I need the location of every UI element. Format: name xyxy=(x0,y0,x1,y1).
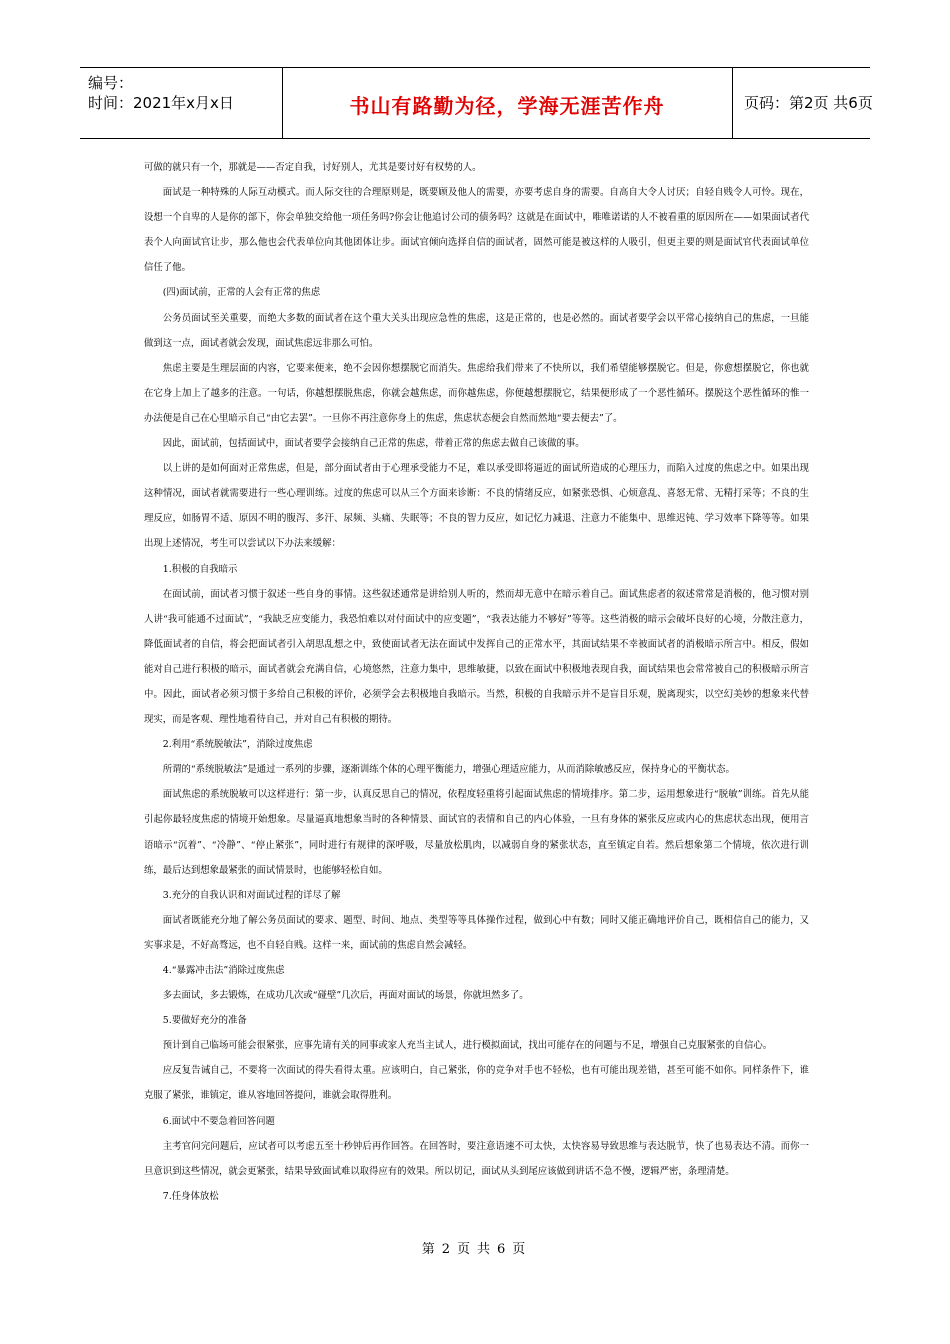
motto-text: 书山有路勤为径，学海无涯苦作舟 xyxy=(349,94,665,118)
footer-gong: 共 xyxy=(477,1242,494,1257)
footer-ye: 页 xyxy=(456,1242,473,1257)
footer-total-pages: 6 xyxy=(497,1242,509,1257)
body-paragraph: 面试是一种特殊的人际互动模式。而人际交往的合理原则是，既要顾及他人的需要，亦要考虑自身的需要。自高自大令人讨厌；自轻自贱令人可怜。现在，设想一个自卑的人是你的部下，你会单独交给他一项任务吗?你会让他追讨公司的债务吗？这就是在面试中，唯唯诺诺的人不被看重的原因所在——如果面试者代表个人向面试官让步，那么他也会代表单位向其他团体让步。面试官倾向选择自信的面试者，固然可能是被这样的人吸引，但更主要的则是面试官代表面试单位信任了他。 xyxy=(144,187,809,274)
body-paragraph: 所谓的“系统脱敏法”是通过一系列的步骤，逐渐训练个体的心理平衡能力，增强心理适应能力，从而消除敏感反应，保持身心的平衡状态。 xyxy=(162,764,735,776)
body-paragraph: 焦虑主要是生理层面的内容，它要来便来，绝不会因你想摆脱它而消失。焦虑给我们带来了不快所以，我们希望能够摆脱它。但是，你愈想摆脱它，你也就在它身上加上了越多的注意。一句话，你越想摆脱焦虑，你就会越焦虑，而你越焦虑，你便越想摆脱它，结果便形成了一个恶性循环。摆脱这个恶性循环的惟一办法便是自己在心里暗示自己“由它去罢”。一旦你不再注意你身上的焦虑，焦虑状态便会自然而然地“要去便去”了。 xyxy=(144,362,809,424)
section-heading: (四)面试前，正常的人会有正常的焦虑 xyxy=(162,287,321,299)
body-paragraph: 面试者既能充分地了解公务员面试的要求、题型、时间、地点、类型等等具体操作过程，做到心中有数；同时又能正确地评价自己，既相信自己的能力，又实事求是，不好高骛远，也不自轻自贱。这样一来，面试前的焦虑自然会减轻。 xyxy=(144,914,809,951)
section-heading: 6.面试中不要急着回答问题 xyxy=(162,1115,275,1127)
footer-di: 第 xyxy=(421,1242,438,1257)
page-info: 页码：第2页 共6页 xyxy=(744,94,873,112)
body-paragraph: 多去面试，多去锻炼，在成功几次或“碰壁”几次后，再面对面试的场景，你就坦然多了。 xyxy=(162,990,529,1002)
time-label: 时间：2021年x月x日 xyxy=(88,94,234,112)
header-meta-cell xyxy=(80,68,283,138)
body-paragraph: 预计到自己临场可能会很紧张，应事先请有关的同事或家人充当主试人，进行模拟面试，找出可能存在的问题与不足，增强自己克服紧张的自信心。 xyxy=(162,1040,773,1052)
body-paragraph: 在面试前，面试者习惯于叙述一些自身的事情。这些叙述通常是讲给别人听的，然而却无意中在暗示着自己。面试焦虑者的叙述常常是消极的，他习惯对别人讲“我可能通不过面试”，“我缺乏应变能力，我恐怕难以对付面试中的应变题”，“我表达能力不够好”等等。这些消极的暗示会破坏良好的心境，分散注意力，降低面试者的自信，将会把面试者引入胡思乱想之中，致使面试者无法在面试中发挥自己的正常水平，其面试结果不幸被面试者的消极暗示所言中。相反，假如能对自己进行积极的暗示，面试者就会充满自信，心境悠然，注意力集中，思维敏捷，以致在面试中积极地表现自我，面试结果也会常常被自己的积极暗示所言中。因此，面试者必须习惯于多给自己积极的评价，必须学会去积极地自我暗示。当然，积极的自我暗示并不是盲目乐观，脱离现实，以空幻美妙的想象来代替现实，而是客观、理性地看待自己，并对自己有积极的期待。 xyxy=(144,588,809,726)
footer-ye2: 页 xyxy=(512,1242,529,1257)
footer-page-number: 2 xyxy=(441,1242,453,1257)
body-paragraph: 可做的就只有一个，那就是——否定自我，讨好别人，尤其是要讨好有权势的人。 xyxy=(144,162,482,173)
body-paragraph: 主考官问完问题后，应试者可以考虑五至十秒钟后再作回答。在回答时，要注意语速不可太快，太快容易导致思维与表达脱节，快了也易表达不清。而你一旦意识到这些情况，就会更紧张，结果导致面试难以取得应有的效果。所以切记，面试从头到尾应该做到讲话不急不慢，逻辑严密，条理清楚。 xyxy=(144,1140,809,1177)
number-label: 编号： xyxy=(88,74,134,92)
body-paragraph: 因此，面试前，包括面试中，面试者要学会接纳自己正常的焦虑，带着正常的焦虑去做自己该做的事。 xyxy=(162,438,585,450)
section-heading: 1.积极的自我暗示 xyxy=(162,563,238,575)
section-heading: 3.充分的自我认识和对面试过程的详尽了解 xyxy=(162,889,341,901)
section-heading: 4.“暴露冲击法”消除过度焦虑 xyxy=(162,965,285,976)
body-paragraph: 公务员面试至关重要，而绝大多数的面试者在这个重大关头出现应急性的焦虑，这是正常的，也是必然的。面试者要学会以平常心接纳自己的焦虑，一旦能做到这一点，面试者就会发现，面试焦虑远非那么可怕。 xyxy=(144,312,809,349)
section-heading: 2.利用“系统脱敏法”，消除过度焦虑 xyxy=(162,739,313,751)
page-footer xyxy=(0,1238,950,1257)
document-body xyxy=(144,155,809,1209)
header-motto-cell xyxy=(282,68,733,138)
section-heading: 7.任身体放松 xyxy=(162,1190,219,1202)
body-paragraph: 面试焦虑的系统脱敏可以这样进行：第一步，认真反思自己的情况，依程度轻重将引起面试焦虑的情境排序。第二步，运用想象进行“脱敏”训练。首先从能引起你最轻度焦虑的情境开始想象。尽量逼真地想象当时的各种情景、面试官的表情和自己的内心体验，一旦有身体的紧张反应或内心的焦虑状态出现，便用言语暗示“沉着”、“冷静”、“停止紧张”，同时进行有规律的深呼吸，尽量放松肌肉，以减弱自身的紧张状态，直至镇定自若。然后想象第二个情境，依次进行训练，最后达到想象最紧张的面试情景时，也能够轻松自如。 xyxy=(144,789,809,876)
header-page-cell xyxy=(732,68,873,138)
body-paragraph: 应反复告诫自己，不要将一次面试的得失看得太重。应该明白，自己紧张，你的竞争对手也不轻松，也有可能出现差错，甚至可能不如你。同样条件下，谁克服了紧张，谁镇定，谁从容地回答提问，谁就会取得胜利。 xyxy=(144,1065,809,1102)
body-paragraph: 以上讲的是如何面对正常焦虑，但是，部分面试者由于心理承受能力不足，难以承受即将逼近的面试所造成的心理压力，而陷入过度的焦虑之中。如果出现这种情况，面试者就需要进行一些心理训练。过度的焦虑可以从三个方面来诊断：不良的情绪反应，如紧张恐惧、心烦意乱、喜怒无常、无精打采等；不良的生理反应，如肠胃不适、原因不明的腹泻、多汗、尿频、头痛、失眠等；不良的智力反应，如记忆力减退、注意力不能集中、思维迟钝、学习效率下降等等。如果出现上述情况，考生可以尝试以下办法来缓解： xyxy=(144,463,809,550)
document-header xyxy=(80,67,873,139)
section-heading: 5.要做好充分的准备 xyxy=(162,1015,247,1027)
